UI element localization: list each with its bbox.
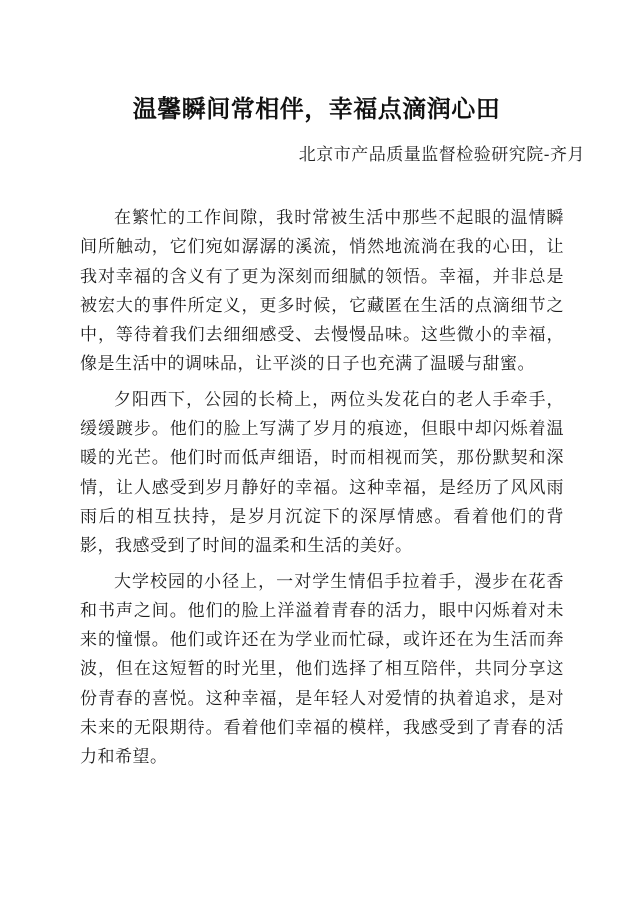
paragraph-2: 夕阳西下，公园的长椅上，两位头发花白的老人手牵手，缓缓踱步。他们的脸上写满了岁月的痕迹，但眼中却闪烁着温暖的光芒。他们时而低声细语，时而相视而笑，那份默契和深情，让人感受到岁月静好的幸福。这种幸福，是经历了风风雨雨后的相互扶持，是岁月沉淀下的深厚情感。看着他们的背影，我感受到了时间的温柔和生活的美好。 bbox=[80, 389, 564, 557]
paragraph-1: 在繁忙的工作间隙，我时常被生活中那些不起眼的温情瞬间所触动，它们宛如潺潺的溪流，悄然地流淌在我的心田，让我对幸福的含义有了更为深刻而细腻的领悟。幸福，并非总是被宏大的事件所定义，更多时候，它藏匿在生活的点滴细节之中，等待着我们去细细感受、去慢慢品味。这些微小的幸福，像是生活中的调味品，让平淡的日子也充满了温暖与甜蜜。 bbox=[80, 208, 564, 375]
paragraph-3: 大学校园的小径上，一对学生情侣手拉着手，漫步在花香和书声之间。他们的脸上洋溢着青春的活力，眼中闪烁着对未来的憧憬。他们或许还在为学业而忙碌，或许还在为生活而奔波，但在这短暂的时光里，他们选择了相互陪伴，共同分享这份青春的喜悦。这种幸福，是年轻人对爱情的执着追求，是对未来的无限期待。看着他们幸福的模样，我感受到了青春的活力和希望。 bbox=[80, 571, 564, 768]
document-body bbox=[80, 204, 564, 773]
author-byline: 北京市产品质量监督检验研究院-齐月 bbox=[298, 145, 585, 165]
document-title: 温馨瞬间常相伴，幸福点滴润心田 bbox=[132, 95, 501, 123]
